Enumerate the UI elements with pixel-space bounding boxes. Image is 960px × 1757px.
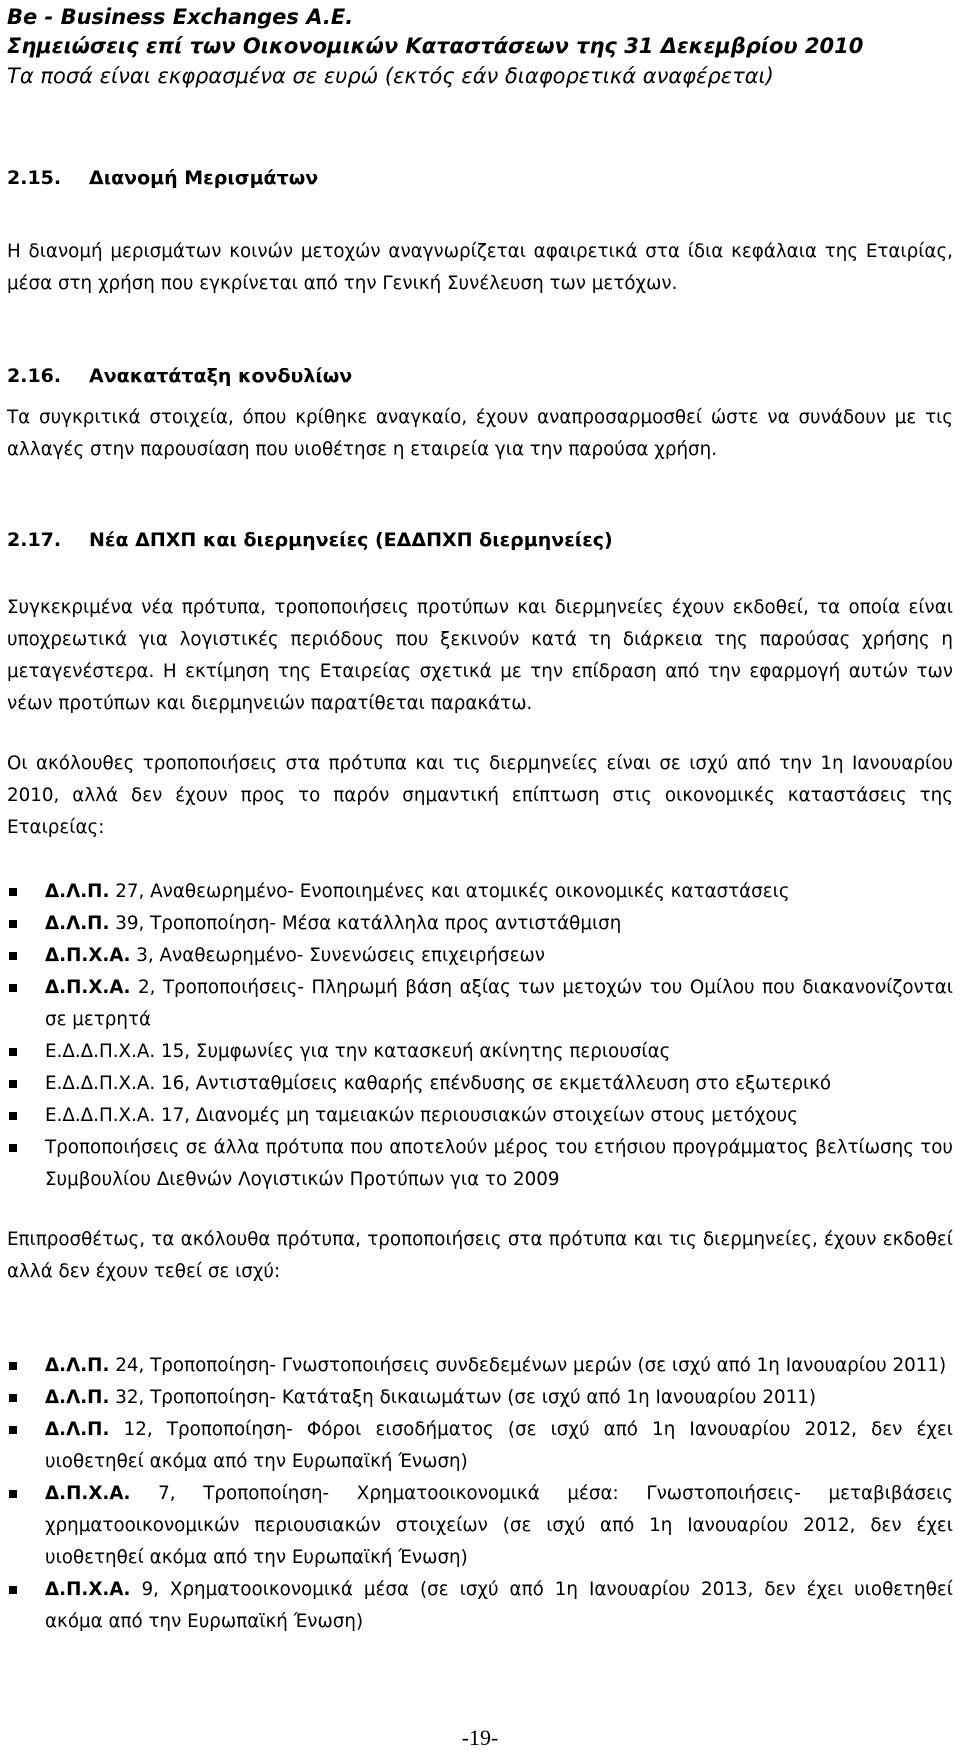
document-subtitle: Τα ποσά είναι εκφρασμένα σε ευρώ (εκτός εάν διαφορετικά αναφέρεται): [7, 64, 774, 88]
paragraph-dividends: Η διανομή μερισμάτων κοινών μετοχών αναγνωρίζεται αφαιρετικά στα ίδια κεφάλαια της Εταιρίας, μέσα στη χρήση που εγκρίνεται από την Γενική Συνέλευση των μετόχων.: [7, 241, 953, 294]
list-item: Δ.Λ.Π. 12, Τροποποίηση- Φόροι εισοδήματος (σε ισχύ από 1η Ιανουαρίου 2012, δεν έχει υιοθετηθεί ακόμα από την Ευρωπαϊκή Ένωση): [7, 1414, 953, 1478]
section-number: 2.16.: [7, 365, 62, 387]
section-heading-new-ifrs: [7, 527, 613, 553]
section-title: Διανομή Μερισμάτων: [89, 167, 319, 189]
paragraph-new-ifrs-intro: Συγκεκριμένα νέα πρότυπα, τροποποιήσεις προτύπων και διερμηνείες έχουν εκδοθεί, τα οποία είναι υποχρεωτικά για λογιστικές περιόδους που ξεκινούν κατά τη διάρκεια της παρούσας χρήσης η μεταγενέστερα. Η εκτίμηση της Εταιρείας σχετικά με την επίδραση από την εφαρμογή αυτών των νέων προτύπων και διερμηνειών παρατίθεται παρακάτω.: [7, 597, 953, 714]
list-item: Δ.Λ.Π. 24, Τροποποίηση- Γνωστοποιήσεις συνδεδεμένων μερών (σε ισχύ από 1η Ιανουαρίου 2011): [7, 1350, 953, 1382]
section-title: Ανακατάταξη κονδυλίων: [89, 365, 353, 387]
section-heading-reclassification: [7, 363, 352, 389]
list-item: Δ.Λ.Π. 39, Τροποποίηση- Μέσα κατάλληλα προς αντιστάθμιση: [7, 908, 953, 940]
list-item: Τροποποιήσεις σε άλλα πρότυπα που αποτελούν μέρος του ετήσιου προγράμματος βελτίωσης του Συμβουλίου Διεθνών Λογιστικών Προτύπων για το 2009: [7, 1132, 953, 1196]
list-item: Δ.Π.Χ.Α. 2, Τροποποιήσεις- Πληρωμή βάση αξίας των μετοχών του Ομίλου που διακανονίζονται σε μετρητά: [7, 972, 953, 1036]
section-number: 2.17.: [7, 529, 62, 551]
list-item: Δ.Π.Χ.Α. 3, Αναθεωρημένο- Συνενώσεις επιχειρήσεων: [7, 940, 953, 972]
list-item: Δ.Λ.Π. 27, Αναθεωρημένο- Ενοποιημένες και ατομικές οικονομικές καταστάσεις: [7, 876, 953, 908]
list-item: Ε.Δ.Δ.Π.Χ.Α. 17, Διανομές μη ταμειακών περιουσιακών στοιχείων στους μετόχους: [7, 1100, 953, 1132]
standards-not-in-force-list: [7, 1350, 953, 1638]
list-item: Δ.Λ.Π. 32, Τροποποίηση- Κατάταξη δικαιωμάτων (σε ισχύ από 1η Ιανουαρίου 2011): [7, 1382, 953, 1414]
standards-in-force-list: [7, 876, 953, 1196]
document-title: Σημειώσεις επί των Οικονομικών Καταστάσεων της 31 Δεκεμβρίου 2010: [7, 34, 864, 58]
paragraph-not-in-force-intro: Επιπροσθέτως, τα ακόλουθα πρότυπα, τροποποιήσεις στα πρότυπα και τις διερμηνείες, έχουν εκδοθεί αλλά δεν έχουν τεθεί σε ισχύ:: [7, 1229, 953, 1282]
paragraph-in-force-intro: Οι ακόλουθες τροποποιήσεις στα πρότυπα και τις διερμηνείες είναι σε ισχύ από την 1η Ιανουαρίου 2010, αλλά δεν έχουν προς το παρόν σημαντική επίπτωση στις οικονομικές καταστάσεις της Εταιρείας:: [7, 753, 953, 838]
section-title: Νέα ΔΠΧΠ και διερμηνείες (ΕΔΔΠΧΠ διερμηνείες): [89, 529, 613, 551]
list-item: Δ.Π.Χ.Α. 9, Χρηματοοικονομικά μέσα (σε ισχύ από 1η Ιανουαρίου 2013, δεν έχει υιοθετηθεί ακόμα από την Ευρωπαϊκή Ένωση): [7, 1574, 953, 1638]
list-item: Ε.Δ.Δ.Π.Χ.Α. 15, Συμφωνίες για την κατασκευή ακίνητης περιουσίας: [7, 1036, 953, 1068]
list-item: Δ.Π.Χ.Α. 7, Τροποποίηση- Χρηματοοικονομικά μέσα: Γνωστοποιήσεις- μεταβιβάσεις χρηματοοικονομικών περιουσιακών στοιχείων (σε ισχύ από 1η Ιανουαρίου 2012, δεν έχει υιοθετηθεί ακόμα από την Ευρωπαϊκή Ένωση): [7, 1478, 953, 1574]
company-name: Be - Business Exchanges A.E.: [7, 5, 354, 29]
list-item: Ε.Δ.Δ.Π.Χ.Α. 16, Αντισταθμίσεις καθαρής επένδυσης σε εκμετάλλευση στο εξωτερικό: [7, 1068, 953, 1100]
section-number: 2.15.: [7, 167, 62, 189]
paragraph-reclassification: Τα συγκριτικά στοιχεία, όπου κρίθηκε αναγκαίο, έχουν αναπροσαρμοσθεί ώστε να συνάδουν με τις αλλαγές στην παρουσίαση που υιοθέτησε η εταιρεία για την παρούσα χρήση.: [7, 407, 953, 460]
page-number: -19-: [461, 1725, 499, 1750]
section-heading-dividends: [7, 165, 318, 191]
